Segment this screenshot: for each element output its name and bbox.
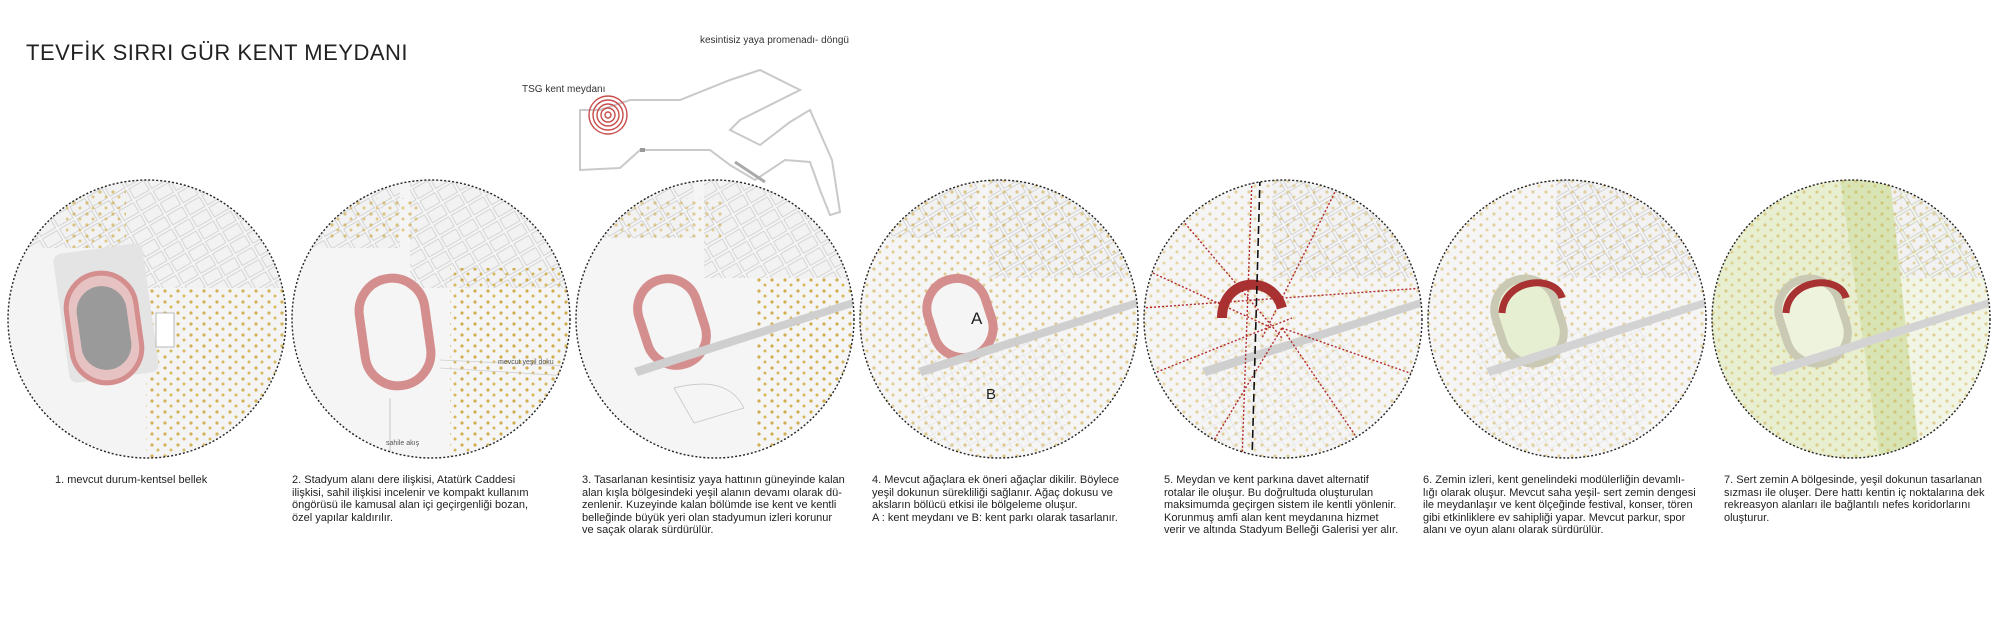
urban-blocks bbox=[126, 178, 288, 288]
building bbox=[156, 313, 174, 347]
meydan-label: TSG kent meydanı bbox=[522, 84, 606, 95]
diagram-circle-2 bbox=[290, 178, 572, 460]
caption-3: 3. Tasarlanan kesintisiz yaya hattının güneyinde kalan alan kışla bölgesindeki yeşil alanın devamı olarak dü- zenlenir. Kuzeyinde kalan bölümde ise kent ve kentli belleğinde büyük yeri olan stadyumun izleri korunur ve saçak olarak sürdürülür. bbox=[582, 474, 845, 536]
caption-7: 7. Sert zemin A bölgesinde, yeşil dokunun tasarlanan sızması ile oluşer. Dere hattı kentin iç noktalarına dek rekreasyon alanları ile bağlantılı nefes koridorlarını oluşturur. bbox=[1724, 474, 1985, 524]
page-title: TEVFİK SIRRI GÜR KENT MEYDANI bbox=[26, 40, 409, 65]
park-grid bbox=[1202, 338, 1352, 448]
tree-cluster bbox=[614, 198, 724, 238]
zone-label-a: A bbox=[971, 309, 983, 328]
diagram-circle-6 bbox=[1426, 178, 1708, 460]
caption-2: 2. Stadyum alanı dere ilişkisi, Atatürk Caddesi ilişkisi, sahil ilişkisi incelenir ve kompakt kullanım öngörüsü ile kamusal alan içi geçirgenliği bozan, özel yapılar kaldırılır. bbox=[292, 474, 529, 524]
tree-cluster bbox=[66, 188, 126, 248]
diagram-circle-1 bbox=[6, 178, 288, 460]
caption-4: 4. Mevcut ağaçlara ek öneri ağaçlar dikilir. Böylece yeşil dokunun sürekliliği sağlanır. Ağaç dokusu ve aksların bölücü etkisi ile bölgeleme oluşur. A : kent meydanı ve B: kent parkı olarak tasarlanır. bbox=[872, 474, 1120, 524]
diagram-circle-7 bbox=[1710, 178, 1992, 460]
diagram-circle-3 bbox=[574, 178, 856, 460]
panel-label: sahile akış bbox=[386, 440, 420, 447]
meydan-target-icon bbox=[589, 96, 627, 134]
diagram-circle-4 bbox=[858, 178, 1140, 460]
diagram-circle-5 bbox=[1142, 178, 1424, 460]
tree-cluster bbox=[330, 198, 420, 238]
caption-1: 1. mevcut durum-kentsel bellek bbox=[55, 474, 208, 486]
urban-blocks bbox=[704, 178, 856, 278]
caption-5: 5. Meydan ve kent parkına davet alternatif rotalar ile oluşur. Bu doğrultuda oluşturulan maksimumda geçirgen sistem ile kentli yönlenir. Korunmuş amfi alan kent meydanına hizmet verir ve altında Stadyum Belleği Galerisi yer alır. bbox=[1164, 474, 1399, 536]
promenade-label: kesintisiz yaya promenadı- döngü bbox=[700, 35, 849, 46]
caption-6: 6. Zemin izleri, kent genelindeki modülerliğin devamlı- lığı olarak oluşur. Mevcut saha yeşil- sert zemin dengesi ile meydanlaşır ve kent ölçeğinde festival, konser, tören gibi etkinliklere ev sahipliği yapar. Mevcut parkur, spor alanı ve oyun alanı olarak sürdürülür. bbox=[1423, 474, 1696, 536]
panel-label: mevcut yeşil doku bbox=[498, 359, 554, 366]
zone-label-b: B bbox=[986, 386, 997, 403]
